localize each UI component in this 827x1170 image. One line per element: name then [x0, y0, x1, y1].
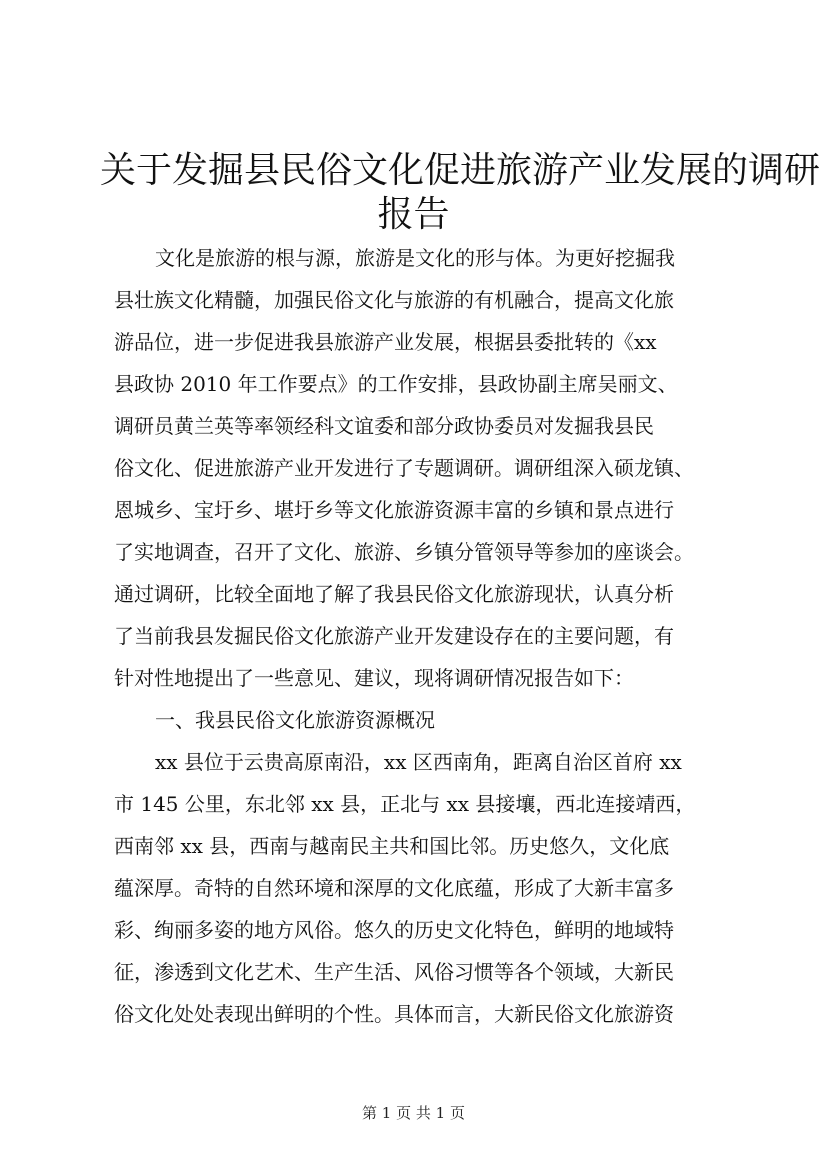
- body-line: 了当前我县发掘民俗文化旅游产业开发建设存在的主要问题，有: [114, 624, 674, 648]
- body-line: 通过调研，比较全面地了解了我县民俗文化旅游现状，认真分析: [114, 582, 674, 606]
- body-line: 县壮族文化精髓，加强民俗文化与旅游的有机融合，提高文化旅: [114, 288, 674, 312]
- body-line: 征，渗透到文化艺术、生产生活、风俗习惯等各个领域，大新民: [114, 960, 674, 984]
- body-line: 了实地调查，召开了文化、旅游、乡镇分管领导等参加的座谈会。: [114, 540, 694, 564]
- body-line: 彩、绚丽多姿的地方风俗。悠久的历史文化特色，鲜明的地域特: [114, 918, 674, 942]
- section-heading: 一、我县民俗文化旅游资源概况: [155, 708, 435, 732]
- page-footer: 第 1 页 共 1 页: [362, 1104, 465, 1122]
- body-line: 蕴深厚。奇特的自然环境和深厚的文化底蕴，形成了大新丰富多: [114, 876, 674, 900]
- body-line: 市 145 公里，东北邻 xx 县，正北与 xx 县接壤，西北连接靖西，: [114, 792, 696, 816]
- body-line: xx 县位于云贵高原南沿，xx 区西南角，距离自治区首府 xx: [155, 750, 682, 774]
- document-title-line-1: 关于发掘县民俗文化促进旅游产业发展的调研: [100, 150, 821, 191]
- body-line: 县政协 2010 年工作要点》的工作安排，县政协副主席吴丽文、: [114, 372, 678, 396]
- body-line: 俗文化、促进旅游产业开发进行了专题调研。调研组深入硕龙镇、: [114, 456, 694, 480]
- body-line: 俗文化处处表现出鲜明的个性。具体而言，大新民俗文化旅游资: [114, 1002, 674, 1026]
- body-line: 游品位，进一步促进我县旅游产业发展，根据县委批转的《xx: [114, 330, 657, 354]
- body-line: 调研员黄兰英等率领经科文谊委和部分政协委员对发掘我县民: [114, 414, 654, 438]
- document-title-line-2: 报告: [377, 194, 450, 235]
- body-line: 文化是旅游的根与源，旅游是文化的形与体。为更好挖掘我: [155, 246, 675, 270]
- body-line: 西南邻 xx 县，西南与越南民主共和国比邻。历史悠久，文化底: [114, 834, 670, 858]
- body-line: 针对性地提出了一些意见、建议，现将调研情况报告如下：: [114, 666, 634, 690]
- body-line: 恩城乡、宝圩乡、堪圩乡等文化旅游资源丰富的乡镇和景点进行: [114, 498, 674, 522]
